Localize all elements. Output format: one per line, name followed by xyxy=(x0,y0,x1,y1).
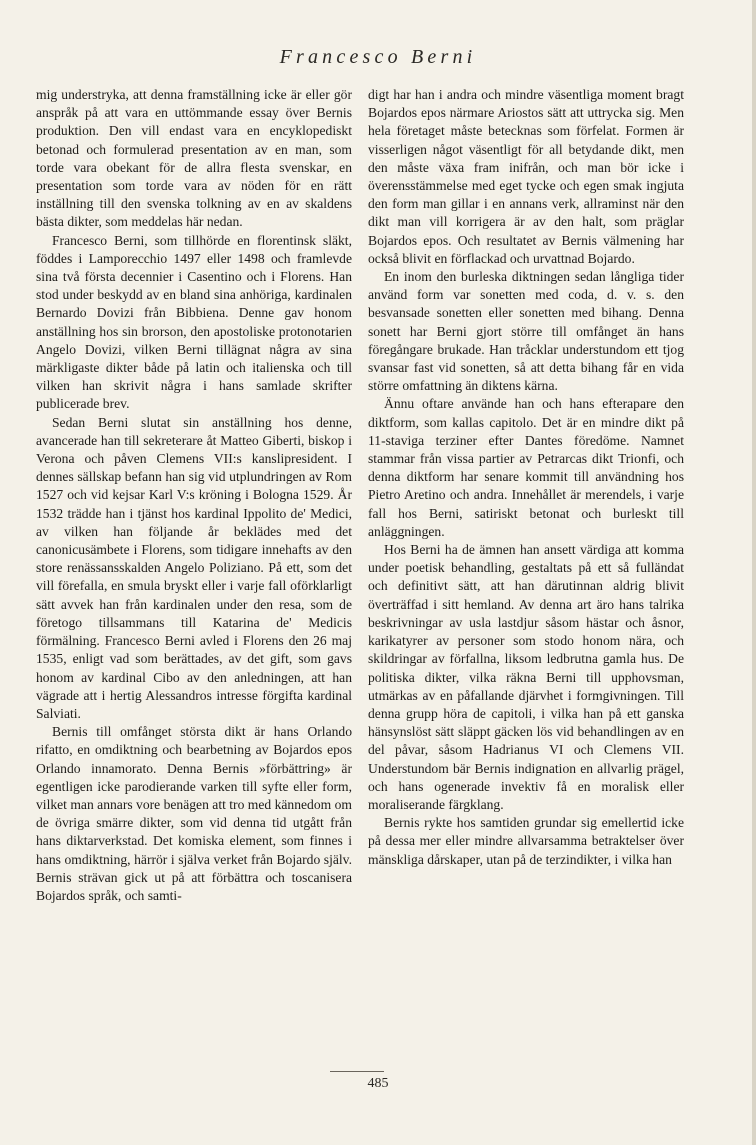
paragraph: En inom den burleska diktningen sedan långliga tider använd form var sonetten med coda, d. v. s. den besvansade sonetten eller sonetten med bihang. Denna sonett har Berni gjort större till omfånget än hans föregångare brukade. Han tråcklar understundom ett tjog svansar fast vid sonetten, så att detta bihang får en vida större omfattning än diktens kärna. xyxy=(368,269,684,394)
paragraph: Ännu oftare använde han och hans efterapare den diktform, som kallas capitolo. Det är en mindre dikt på 11-staviga terziner efter Dantes föredöme. Namnet stammar från vissa partier av Petrarcas dikt Trionfi, och denna diktform har senare kommit till användning hos Pietro Aretino och andra. Innehållet är merendels, i varje fall hos Berni, satiriskt betonat och burleskt till anläggningen. xyxy=(368,396,684,539)
left-column xyxy=(36,86,352,905)
paragraph: Francesco Berni, som tillhörde en florentinsk släkt, föddes i Lamporecchio 1497 eller 1498 och framlevde sina två första decennier i Casentino och i Florens. Han stod under beskydd av en bland sina anhöriga, kardinalen Bernardo Dovizi från Bibbiena. Denne gav honom anställning hos sin brorson, den apostoliske protonotarien Angelo Dovizi, vilken Berni tillägnat några av sina märkligaste dikter både på latin och italienska och till vilken han skrivit några i hans samlade skrifter publicerade brev. xyxy=(36,232,352,412)
paragraph: Bernis rykte hos samtiden grundar sig emellertid icke på dessa mer eller mindre allvarsamma betraktelser över mänskliga dårskaper, utan på de terzindikter, i vilka han xyxy=(368,815,684,867)
paragraph: Bernis till omfånget största dikt är hans Orlando rifatto, en omdiktning och bearbetning av Bojardos epos Orlando innamorato. Denna Bernis »förbättring» är egentligen icke parodierande varken till syfte eller form, vilket man annars vore benägen att tro med kännedom om de övriga smärre dikter, som vid denna tid utgått från hans diktarverkstad. Det komiska element, som finnes i hans omdiktning, härrör i själva verket från Bojardo själv. Bernis strävan gick ut på att förbättra och toscanisera Bojardos språk, och samti- xyxy=(36,724,352,903)
paragraph: digt har han i andra och mindre väsentliga moment bragt Bojardos epos närmare Ariostos sätt att uttrycka sig. Men hela företaget måste betecknas som förfelat. Formen är visserligen något väsentligt för all betydande dikt, men den måste växa fram inifrån, och man bör icke i överensstämmelse med eget tycke och egen smak ingjuta den form man gillar i en annans verk, allraminst när den dikt man vill korrigera är av den halt, som präglar Bojardos epos. Och resultatet av Bernis välmening har också blivit en förflackad och urvattnad Bojardo. xyxy=(368,87,684,266)
page-edge xyxy=(752,0,756,1145)
running-title: Francesco Berni xyxy=(279,46,477,68)
paragraph: Sedan Berni slutat sin anställning hos denne, avancerade han till sekreterare åt Matteo Giberti, biskop i Verona och påven Clemens VII:s kanslipresident. I dennes sällskap befann han sig vid utplundringen av Rom 1527 och vid kejsar Karl V:s kröning i Bologna 1529. År 1532 trädde han i tjänst hos kardinal Ippolito de' Medici, av vilken han följande år beklädes med det canonicusämbete i Florens, som tidigare innehafts av den store renässansskalden Angelo Poliziano. På ett, som det vill förefalla, en smula bryskt eller i varje fall oförklarligt sätt avvek han från kardinalen under den resa, som de företogo tillsammans till Katarina de' Medicis förmälning. Francesco Berni avled i Florens den 26 maj 1535, enligt vad som berättades, av det gift, som gavs honom av kardinal Cibo av den anledningen, att han vägrade att i hertig Alessandros intresse förgifta kardinal Salviati. xyxy=(36,414,352,721)
paragraph: Hos Berni ha de ämnen han ansett värdiga att komma under poetisk behandling, gestaltats på ett så fulländat och definitivt sätt, att han därutinnan aldrig blivit överträffad i sitt hemland. Av denna art äro hans talrika beskrivningar av usla lastdjur såsom hästar och åsnor, karikatyrer av personer som stodo honom nära, och skildringar av förfallna, liksom ledbrutna gamla hus. De politiska dikter, vilka räkna Berni till upphovsman, utmärkas av en påfallande djärvhet i formgivningen. Till denna grupp höra de capitoli, i vilka han på ett ganska hänsynslöst sätt släppt gäcken lös vid behandlingen av en del påvar, såsom Hadrianus VI och Clemens VII. Understundom bär Bernis indignation en allvarlig prägel, och hans ogenerade invektiv få en moralisk eller moraliserande färgklang. xyxy=(368,542,684,812)
paragraph: mig understryka, att denna framställning icke är eller gör anspråk på att vara en uttömmande essay över Bernis produktion. Den vill endast vara en encyklopediskt betonad och formulerad presentation av en man, som torde vara obekant för de allra flesta svenskar, en presentation som torde vara av nöden för en rätt inställning till den svenska tolkning av en av skaldens bästa dikter, som meddelas här nedan. xyxy=(36,87,352,230)
right-column xyxy=(368,86,684,869)
page-number: 485 xyxy=(367,1076,389,1091)
footer-divider xyxy=(330,1071,384,1072)
